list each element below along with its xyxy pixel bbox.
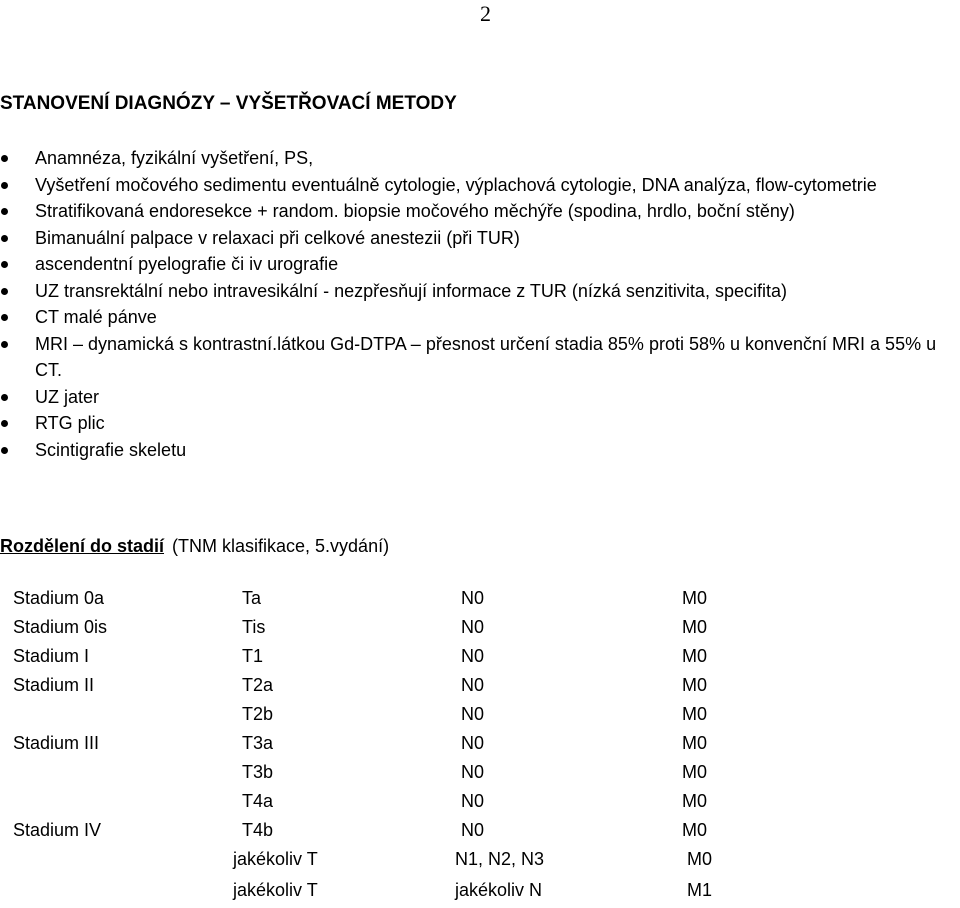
m-cell: M1: [687, 880, 713, 900]
t-cell: T3a: [242, 733, 274, 753]
stage-cell: Stadium II: [13, 675, 95, 695]
list-item: [0, 251, 960, 278]
bullet-icon: [1, 182, 8, 189]
m-cell: M0: [687, 849, 713, 869]
bullet-icon: [1, 314, 8, 321]
tnm-stage-table: [0, 588, 960, 903]
n-cell: N0: [461, 762, 485, 782]
bullet-icon: [1, 420, 8, 427]
list-item: [0, 437, 960, 464]
bullet-icon: [1, 288, 8, 295]
n-cell: N0: [461, 617, 485, 637]
t-cell: T4a: [242, 791, 274, 811]
diagnostic-methods-list: [0, 145, 960, 463]
stage-cell: Stadium IV: [13, 820, 102, 840]
list-item-text: Bimanuální palpace v relaxaci při celkové anestezii (při TUR): [35, 227, 520, 248]
list-item-text: UZ transrektální nebo intravesikální - nezpřesňují informace z TUR (nízká senzitivita, specifita): [35, 280, 787, 301]
bullet-icon: [1, 394, 8, 401]
m-cell: M0: [682, 733, 708, 753]
list-item-text: Vyšetření močového sedimentu eventuálně cytologie, výplachová cytologie, DNA analýza, flow-cytometrie: [35, 174, 877, 195]
m-cell: M0: [682, 820, 708, 840]
n-cell: N0: [461, 704, 485, 724]
t-cell: Ta: [242, 588, 262, 608]
stage-cell: Stadium 0a: [13, 588, 105, 608]
table-row: [0, 617, 960, 645]
table-row: [0, 733, 960, 761]
table-row: [0, 762, 960, 790]
n-cell: N0: [461, 791, 485, 811]
table-row: [0, 791, 960, 819]
list-item-text: Stratifikovaná endoresekce + random. biopsie močového měchýře (spodina, hrdlo, boční stěny): [35, 201, 795, 221]
m-cell: M0: [682, 704, 708, 724]
table-row: [0, 880, 960, 908]
list-item: [0, 145, 960, 172]
stage-cell: Stadium III: [13, 733, 100, 753]
list-item: [0, 331, 960, 384]
n-cell: N0: [461, 733, 485, 753]
table-row: [0, 646, 960, 674]
bullet-icon: [1, 208, 8, 215]
t-cell: T2b: [242, 704, 274, 724]
m-cell: M0: [682, 675, 708, 695]
table-row: [0, 820, 960, 848]
list-item-text: MRI – dynamická s kontrastní.látkou Gd-DTPA – přesnost určení stadia 85% proti 58% u konvenční MRI a 55% u CT.: [35, 333, 937, 380]
m-cell: M0: [682, 588, 708, 608]
stages-heading-note: (TNM klasifikace, 5.vydání): [172, 536, 390, 556]
m-cell: M0: [682, 762, 708, 782]
n-cell: N1, N2, N3: [455, 849, 545, 869]
n-cell: N0: [461, 820, 485, 840]
list-item-text: Anamnéza, fyzikální vyšetření, PS,: [35, 148, 314, 168]
m-cell: M0: [682, 646, 708, 666]
t-cell: jakékoliv T: [233, 880, 318, 900]
list-item-text: Scintigrafie skeletu: [35, 439, 187, 460]
t-cell: jakékoliv T: [233, 849, 318, 869]
bullet-icon: [1, 447, 8, 454]
list-item-text: RTG plic: [35, 413, 105, 433]
list-item: [0, 384, 960, 411]
list-item: [0, 198, 960, 225]
stage-cell: Stadium 0is: [13, 617, 108, 637]
list-item: [0, 304, 960, 331]
table-row: [0, 675, 960, 703]
stages-heading-title: Rozdělení do stadií: [0, 536, 165, 556]
bullet-icon: [1, 261, 8, 268]
bullet-icon: [1, 235, 8, 242]
table-row: [0, 704, 960, 732]
list-item: [0, 172, 960, 199]
list-item-text: ascendentní pyelografie či iv urografie: [35, 254, 339, 274]
t-cell: T1: [242, 646, 264, 666]
table-row: [0, 588, 960, 616]
t-cell: T3b: [242, 762, 274, 782]
bullet-icon: [1, 341, 8, 348]
t-cell: T2a: [242, 675, 274, 695]
n-cell: N0: [461, 675, 485, 695]
stage-cell: Stadium I: [13, 646, 90, 666]
list-item: [0, 278, 960, 305]
t-cell: Tis: [242, 617, 266, 637]
t-cell: T4b: [242, 820, 274, 840]
table-row: [0, 849, 960, 877]
list-item: [0, 410, 960, 437]
m-cell: M0: [682, 791, 708, 811]
list-item-text: CT malé pánve: [35, 307, 157, 327]
n-cell: N0: [461, 588, 485, 608]
m-cell: M0: [682, 617, 708, 637]
stages-heading: [0, 536, 389, 557]
n-cell: N0: [461, 646, 485, 666]
page-heading: STANOVENÍ DIAGNÓZY – VYŠETŘOVACÍ METODY: [0, 93, 457, 114]
n-cell: jakékoliv N: [455, 880, 543, 900]
bullet-icon: [1, 155, 8, 162]
page-number: 2: [480, 1, 491, 26]
list-item: [0, 225, 960, 252]
list-item-text: UZ jater: [35, 386, 100, 407]
